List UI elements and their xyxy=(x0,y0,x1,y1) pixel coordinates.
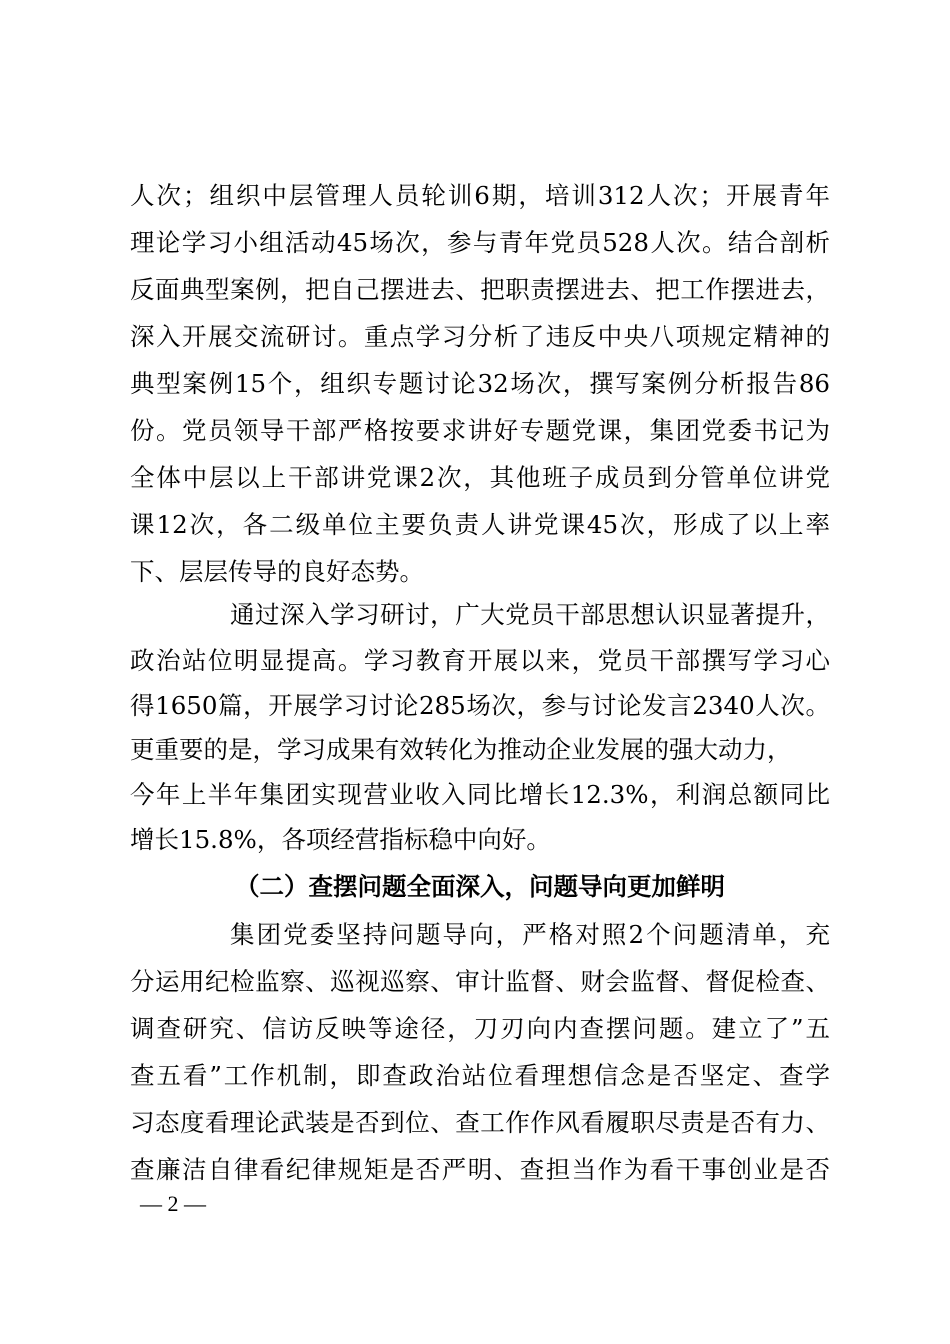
paragraph-line: 查五看”工作机制，即查政治站位看理想信念是否坚定、查学 xyxy=(130,1061,830,1090)
paragraph-line: 调查研究、信访反映等途径，刀刃向内查摆问题。建立了”五 xyxy=(130,1014,830,1043)
paragraph-line: 典型案例15个，组织专题讨论32场次，撰写案例分析报告86 xyxy=(130,369,830,398)
page-number: — 2 — xyxy=(140,1191,206,1216)
paragraph-line: 政治站位明显提高。学习教育开展以来，党员干部撰写学习心 xyxy=(130,646,830,675)
paragraph-line: 分运用纪检监察、巡视巡察、审计监督、财会监督、督促检查、 xyxy=(130,967,830,996)
paragraph-line: 人次；组织中层管理人员轮训6期，培训312人次；开展青年 xyxy=(130,181,830,210)
paragraph-line: 通过深入学习研讨，广大党员干部思想认识显著提升， xyxy=(230,600,830,629)
paragraph-line: 集团党委坚持问题导向，严格对照2个问题清单，充 xyxy=(230,920,830,949)
paragraph-line: 下、层层传导的良好态势。 xyxy=(130,557,424,586)
paragraph-line: 习态度看理论武装是否到位、查工作作风看履职尽责是否有力、 xyxy=(130,1108,830,1137)
paragraph-line: 课12次，各二级单位主要负责人讲党课45次，形成了以上率 xyxy=(130,510,830,539)
paragraph-line: 份。党员领导干部严格按要求讲好专题党课，集团党委书记为 xyxy=(130,416,830,445)
paragraph-line: 反面典型案例，把自己摆进去、把职责摆进去、把工作摆进去， xyxy=(130,275,830,304)
paragraph-line: 更重要的是，学习成果有效转化为推动企业发展的强大动力， xyxy=(130,735,792,764)
paragraph-line: 查廉洁自律看纪律规矩是否严明、查担当作为看干事创业是否 xyxy=(130,1155,830,1184)
paragraph-line: 深入开展交流研讨。重点学习分析了违反中央八项规定精神的 xyxy=(130,322,830,351)
section-heading: （二）查摆问题全面深入，问题导向更加鲜明 xyxy=(235,872,725,901)
paragraph-line: 全体中层以上干部讲党课2次，其他班子成员到分管单位讲党 xyxy=(130,463,830,492)
paragraph-line: 今年上半年集团实现营业收入同比增长12.3%，利润总额同比 xyxy=(130,780,830,809)
paragraph-line: 理论学习小组活动45场次，参与青年党员528人次。结合剖析 xyxy=(130,228,830,257)
paragraph-line: 增长15.8%，各项经营指标稳中向好。 xyxy=(130,825,551,854)
paragraph-line: 得1650篇，开展学习讨论285场次，参与讨论发言2340人次。 xyxy=(130,691,830,720)
